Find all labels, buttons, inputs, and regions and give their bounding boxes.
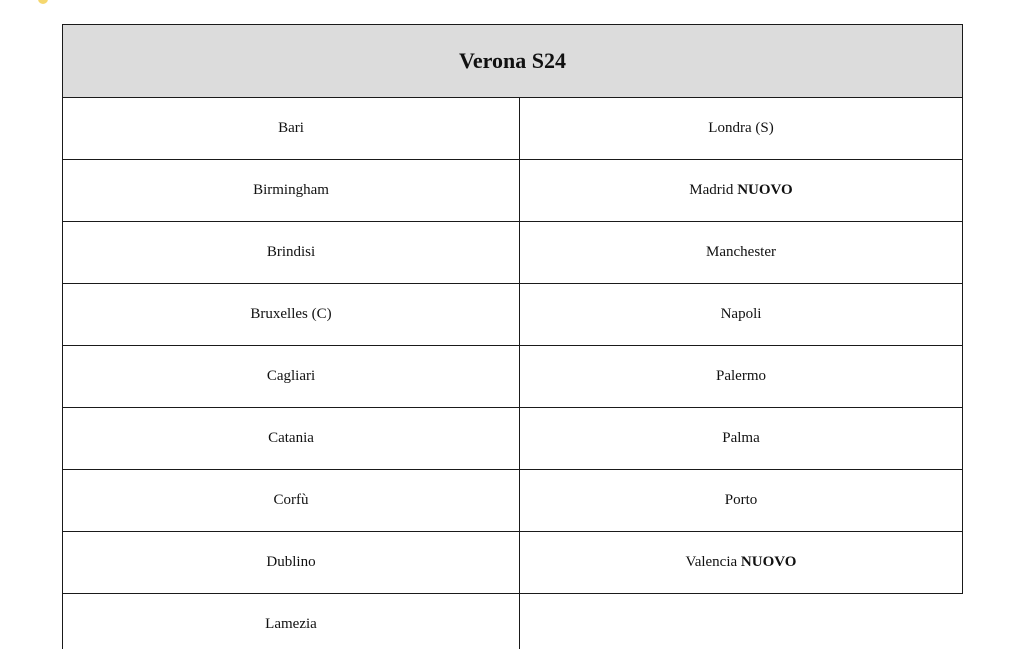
- destination-name: Londra (S): [708, 120, 774, 136]
- destination-cell: [520, 532, 963, 594]
- destination-name: Manchester: [706, 244, 776, 260]
- destination-cell: Catania: [63, 408, 520, 470]
- destination-cell: [520, 408, 963, 470]
- destination-cell: [520, 160, 963, 222]
- destination-cell: Bruxelles (C): [63, 284, 520, 346]
- destinations-table: [62, 24, 963, 649]
- destination-cell: [520, 222, 963, 284]
- destination-cell: [520, 98, 963, 160]
- destination-cell: Brindisi: [63, 222, 520, 284]
- destination-cell: Bari: [63, 98, 520, 160]
- destination-name: Palermo: [716, 368, 766, 384]
- table-row: [63, 98, 963, 160]
- destination-cell: [520, 470, 963, 532]
- destination-cell: Dublino: [63, 532, 520, 594]
- corner-decoration: [38, 0, 48, 4]
- empty-cell: [520, 594, 963, 649]
- destination-cell: Corfù: [63, 470, 520, 532]
- destination-name: Madrid: [689, 182, 734, 198]
- table-row: [63, 470, 963, 532]
- destination-name: Napoli: [720, 306, 762, 322]
- destination-name: Palma: [722, 430, 760, 446]
- table-row: [63, 532, 963, 594]
- table-row: [63, 222, 963, 284]
- table-row: [63, 408, 963, 470]
- destination-cell: [520, 284, 963, 346]
- destination-name: Porto: [724, 492, 758, 508]
- destination-cell: [520, 346, 963, 408]
- table-row: [63, 284, 963, 346]
- destination-name: Valencia: [685, 554, 738, 570]
- table-title: Verona S24: [63, 25, 963, 98]
- table-row: [63, 346, 963, 408]
- new-badge: NUOVO: [737, 182, 793, 198]
- destination-cell: Cagliari: [63, 346, 520, 408]
- destination-cell: Birmingham: [63, 160, 520, 222]
- table-header-row: [63, 25, 963, 98]
- table-row: [63, 594, 963, 649]
- table-row: [63, 160, 963, 222]
- destination-cell: Lamezia: [63, 594, 520, 649]
- new-badge: NUOVO: [740, 554, 797, 570]
